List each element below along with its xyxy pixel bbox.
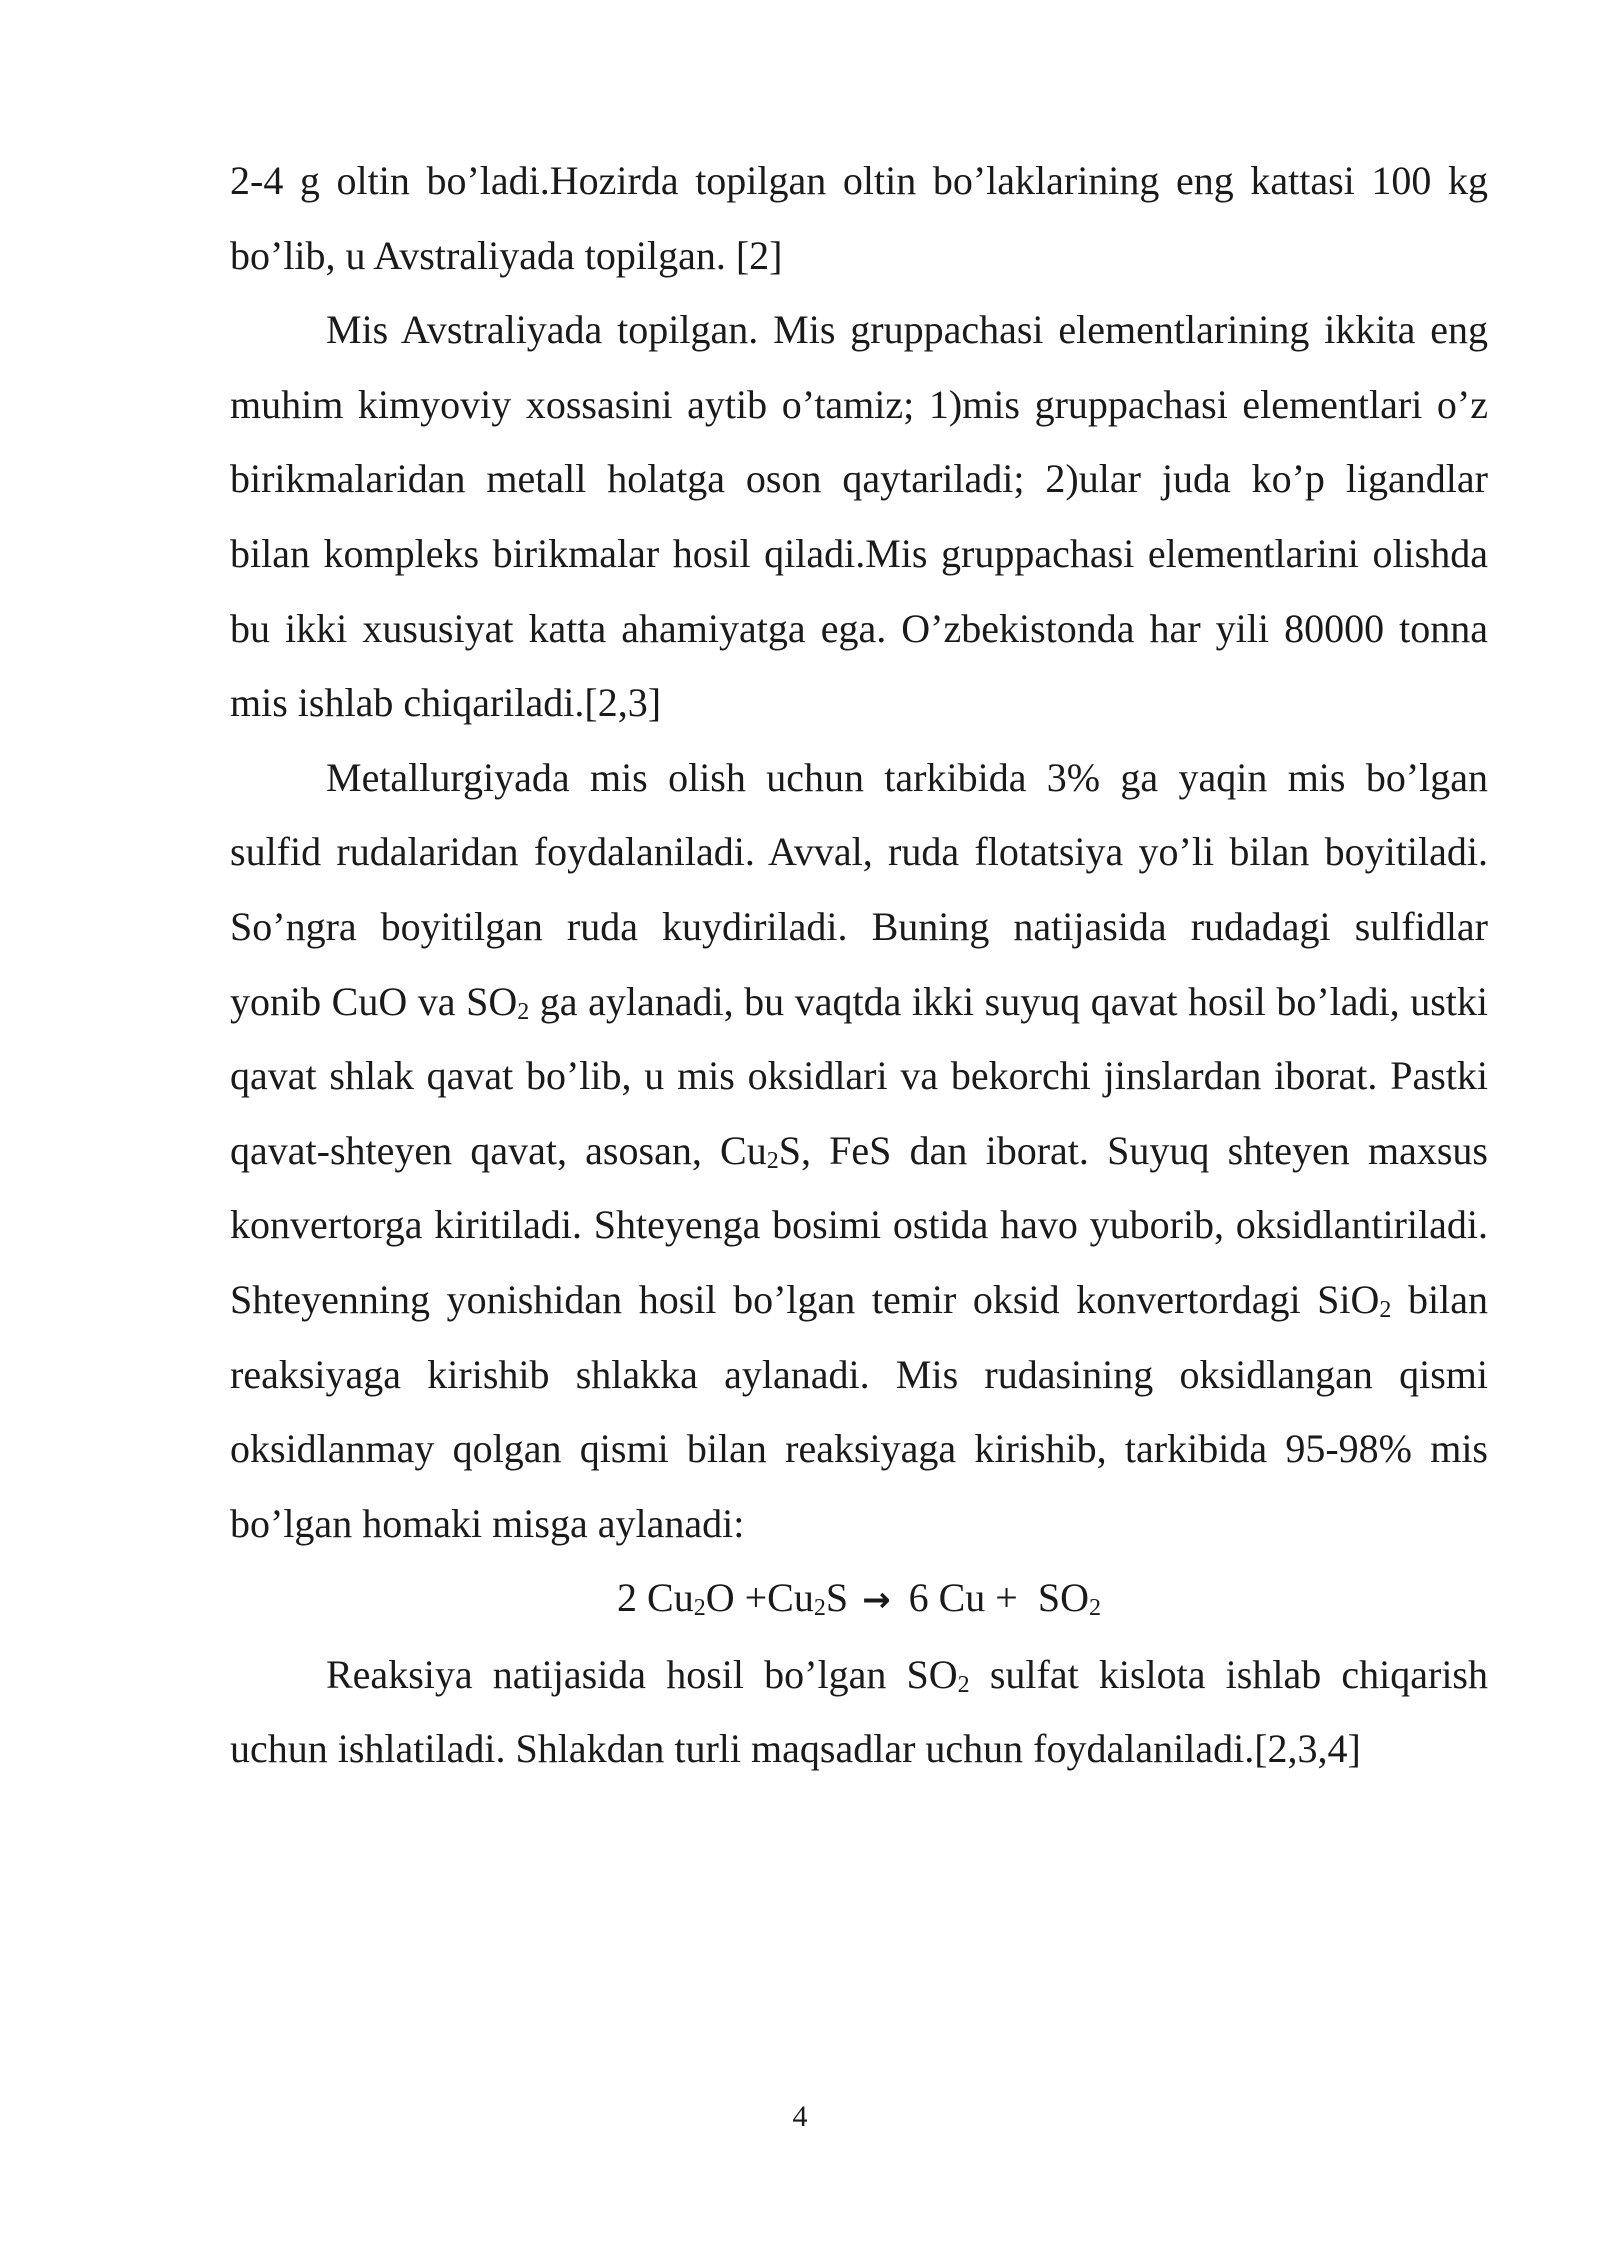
subscript: 2 bbox=[957, 1671, 970, 1698]
paragraph-4-text-1: Reaksiya natijasida hosil bo’lgan SO bbox=[326, 1651, 958, 1697]
subscript: 2 bbox=[766, 1147, 779, 1174]
paragraph-3-text-4: bilan reaksiyaga kirishib shlakka aylanadi. Mis rudasining oksidlangan qismi oksidlanmay qolgan qismi bilan reaksiyaga kirishib, tarkibida 95-98% mis bo’lgan homaki misga aylanadi: bbox=[230, 1276, 1488, 1546]
equation-lhs-3: S bbox=[825, 1575, 849, 1621]
subscript: 2 bbox=[517, 998, 530, 1025]
chemical-equation bbox=[230, 1561, 1488, 1638]
page-number: 4 bbox=[792, 2100, 808, 2133]
subscript: 2 bbox=[693, 1595, 706, 1622]
paragraph-3 bbox=[230, 741, 1488, 1562]
equation-lhs-2: O +Cu bbox=[705, 1575, 814, 1621]
equation-rhs: 6 Cu + SO bbox=[908, 1575, 1089, 1621]
subscript: 2 bbox=[813, 1595, 826, 1622]
paragraph-3-text-1: Metallurgiyada mis olish uchun tarkibida 3% ga yaqin mis bo’lgan sulfid rudalaridan foydalaniladi. Avval, ruda flotatsiya yo’li bilan boyitiladi. So’ngra boyitilgan ruda kuydiriladi. Buning natijasida rudadagi sulfidlar yonib CuO va SO bbox=[230, 754, 1488, 1024]
equation-lhs-1: 2 Cu bbox=[617, 1575, 694, 1621]
paragraph-3-text-2: ga aylanadi, bu vaqtda ikki suyuq qavat hosil bo’ladi, ustki qavat shlak qavat bo’lib, u mis oksidlari va bekorchi jinslardan iborat. Pastki qavat-shteyen qavat, asosan, Cu bbox=[230, 978, 1488, 1173]
paragraph-2-text: Mis Avstraliyada topilgan. Mis gruppachasi elementlarining ikkita eng muhim kimyoviy xossasini aytib o’tamiz; 1)mis gruppachasi elementlari o’z birikmalaridan metall holatga oson qaytariladi; 2)ular juda ko’p ligandlar bilan kompleks birikmalar hosil qiladi.Mis gruppachasi elementlarini olishda bu ikki xususiyat katta ahamiyatga ega. O’zbekistonda har yili 80000 tonna mis ishlab chiqariladi.[2,3] bbox=[230, 307, 1488, 726]
body-text bbox=[230, 144, 1488, 1787]
paragraph-4 bbox=[230, 1638, 1488, 1787]
paragraph-1-text: 2-4 g oltin bo’ladi.Hozirda topilgan oltin bo’laklarining eng kattasi 100 kg bo’lib, u Avstraliyada topilgan. [2] bbox=[230, 158, 1488, 278]
paragraph-4-text-2: sulfat kislota ishlab chiqarish uchun ishlatiladi. Shlakdan turli maqsadlar uchun foydalaniladi.[2,3,4] bbox=[230, 1651, 1488, 1772]
subscript: 2 bbox=[1088, 1595, 1101, 1622]
subscript: 2 bbox=[1379, 1296, 1392, 1323]
paragraph-1 bbox=[230, 144, 1488, 293]
paragraph-3-text-3: S, FeS dan iborat. Suyuq shteyen maxsus konvertorga kiritiladi. Shteyenga bosimi ostida havo yuborib, oksidlantiriladi. Shteyenning yonishidan hosil bo’lgan temir oksid konvertordagi SiO bbox=[230, 1127, 1488, 1322]
reaction-arrow-icon: → bbox=[862, 1580, 891, 1621]
paragraph-2 bbox=[230, 293, 1488, 741]
